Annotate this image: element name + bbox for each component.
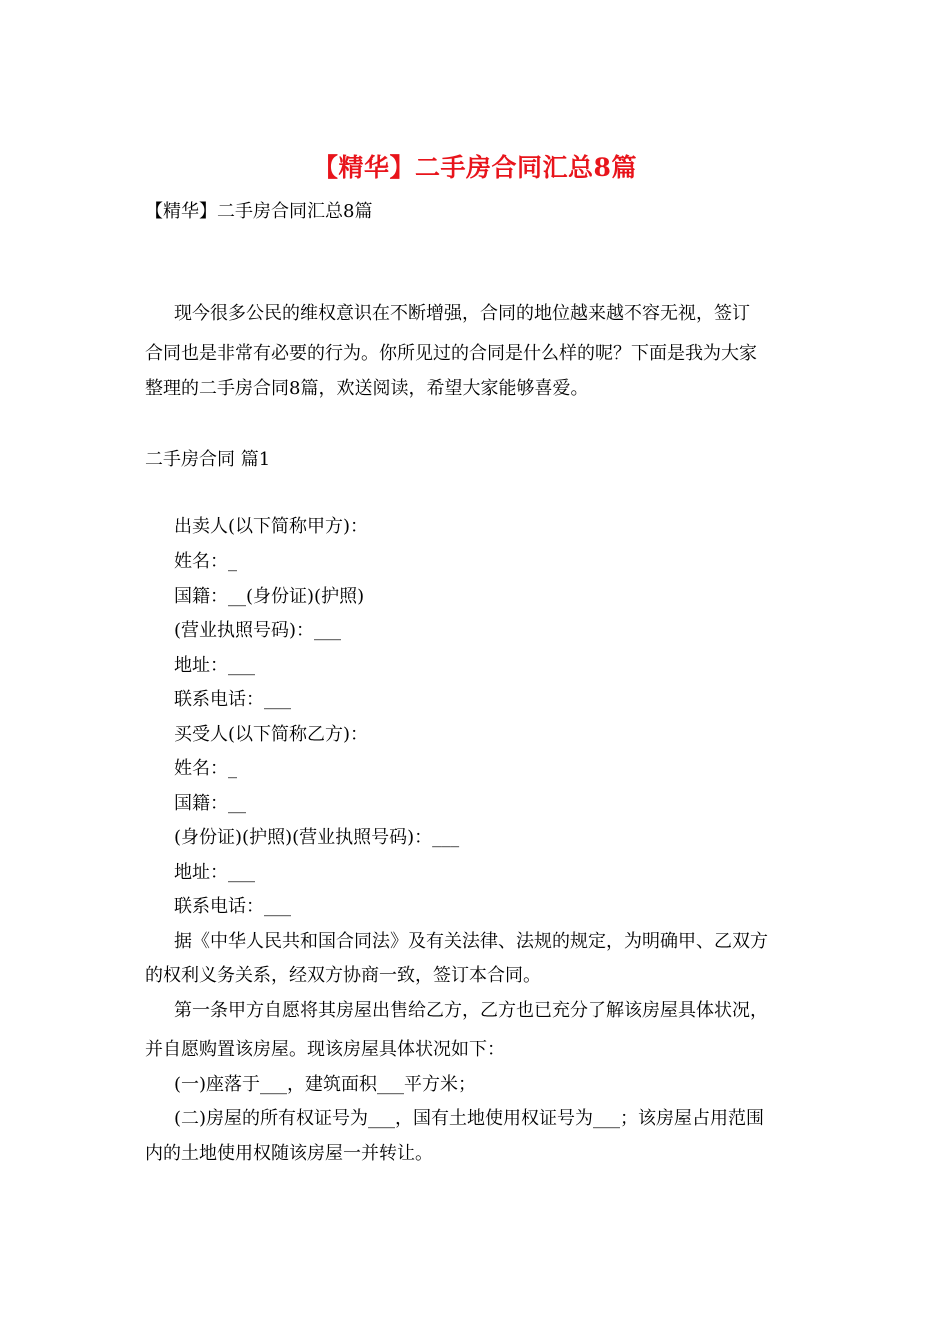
buyer-name: 姓名：_ bbox=[174, 758, 237, 779]
buyer-phone: 联系电话：___ bbox=[174, 896, 291, 917]
item2-line-2: 内的土地使用权随该房屋一并转让。 bbox=[145, 1143, 433, 1164]
document-subtitle: 【精华】二手房合同汇总8篇 bbox=[145, 201, 373, 222]
basis-line-1: 据《中华人民共和国合同法》及有关法律、法规的规定，为明确甲、乙双方 bbox=[174, 931, 768, 952]
seller-nationality: 国籍：__(身份证)(护照) bbox=[174, 586, 365, 607]
intro-line-3: 整理的二手房合同8篇，欢送阅读，希望大家能够喜爱。 bbox=[145, 378, 589, 399]
article1-line-1: 第一条甲方自愿将其房屋出售给乙方，乙方也已充分了解该房屋具体状况， bbox=[174, 1000, 768, 1021]
buyer-address: 地址：___ bbox=[174, 862, 255, 883]
intro-line-2: 合同也是非常有必要的行为。你所见过的合同是什么样的呢？下面是我为大家 bbox=[145, 343, 757, 364]
seller-name: 姓名：_ bbox=[174, 551, 237, 572]
buyer-nationality: 国籍：__ bbox=[174, 793, 246, 814]
article1-line-2: 并自愿购置该房屋。现该房屋具体状况如下： bbox=[145, 1039, 505, 1060]
seller-heading: 出卖人(以下简称甲方)： bbox=[174, 516, 369, 537]
document-title: 【精华】二手房合同汇总8篇 bbox=[313, 153, 637, 182]
item2-line-1: (二)房屋的所有权证号为___，国有土地使用权证号为___；该房屋占用范围 bbox=[174, 1108, 765, 1129]
buyer-ids: (身份证)(护照)(营业执照号码)：___ bbox=[174, 827, 460, 848]
section-heading: 二手房合同 篇1 bbox=[145, 449, 271, 470]
basis-line-2: 的权利义务关系，经双方协商一致，签订本合同。 bbox=[145, 965, 541, 986]
seller-address: 地址：___ bbox=[174, 655, 255, 676]
seller-phone: 联系电话：___ bbox=[174, 689, 291, 710]
seller-license: (营业执照号码)：___ bbox=[174, 620, 342, 641]
buyer-heading: 买受人(以下简称乙方)： bbox=[174, 724, 369, 745]
item1-line: (一)座落于___，建筑面积___平方米； bbox=[174, 1074, 477, 1095]
intro-line-1: 现今很多公民的维权意识在不断增强，合同的地位越来越不容无视，签订 bbox=[174, 303, 750, 324]
